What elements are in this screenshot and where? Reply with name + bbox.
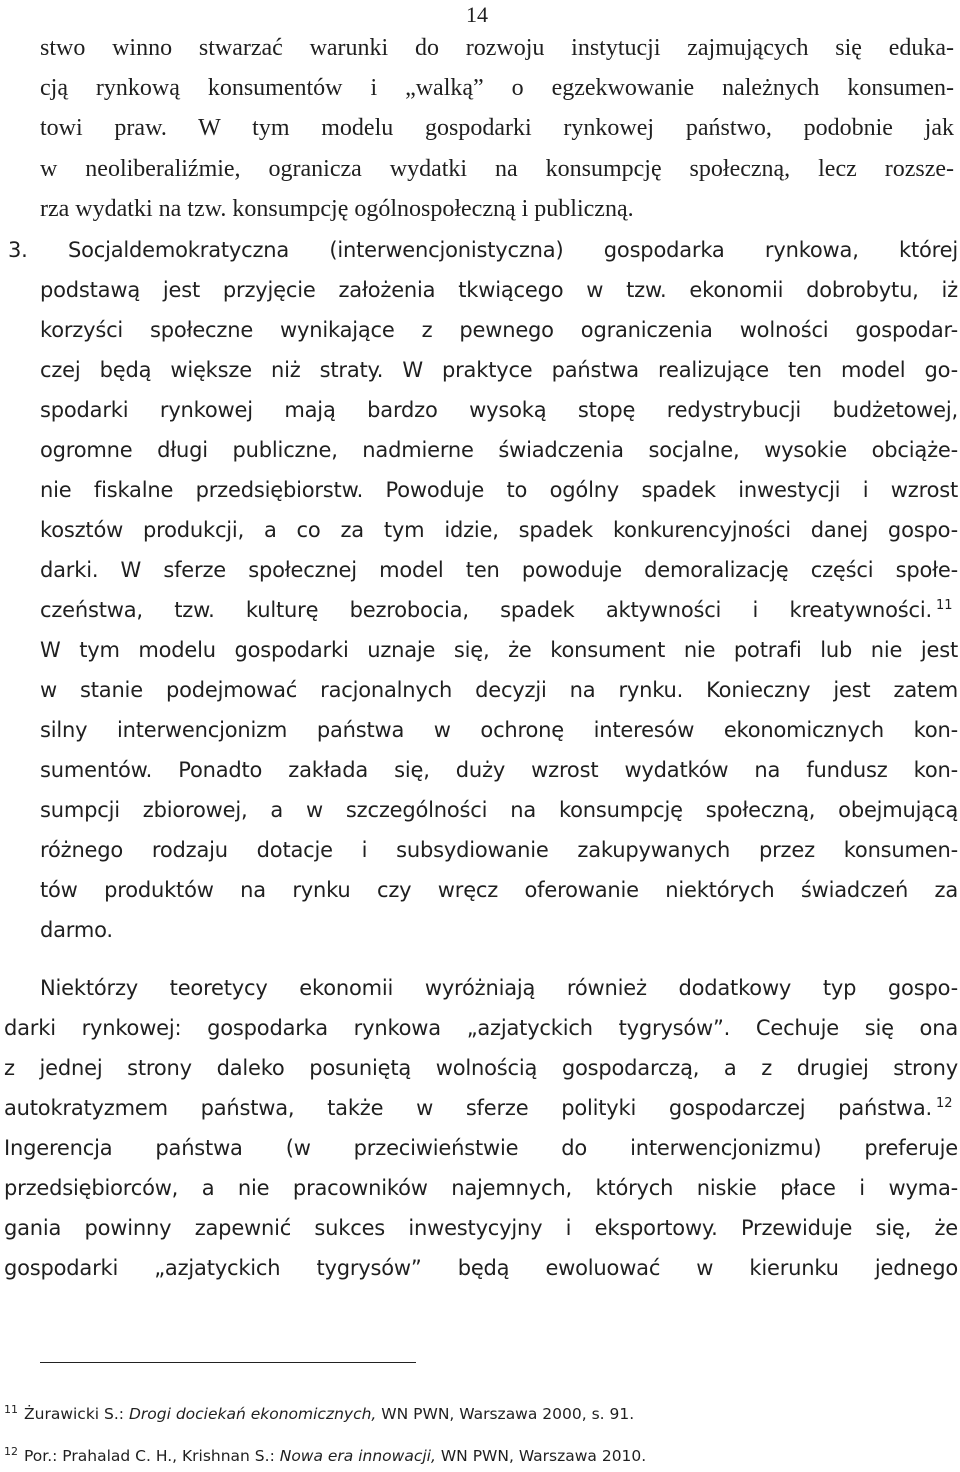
text-line: rza wydatki na tzw. konsumpcję ogólnospołeczną i publiczną. [40,196,634,222]
footnote-publication: WN PWN, Warszawa 2000, s. 91. [376,1405,635,1423]
footnote-author: Por.: Prahalad C. H., Krishnan S.: [24,1447,280,1465]
footnote-reference-11[interactable]: 11 [936,598,953,613]
page-number: 14 [466,2,488,27]
text-line: darki. W sferze społecznej model ten powoduje demoralizację części społe- [40,558,958,582]
text-line: stwo winno stwarzać warunki do rozwoju instytucji zajmujących się eduka- [40,35,954,61]
text-line: autokratyzmem państwa, także w sferze polityki gospodarczej państwa. [4,1096,932,1120]
text-line: kosztów produkcji, a co za tym idzie, spadek konkurencyjności danej gospo- [40,518,958,542]
text-line: Niektórzy teoretycy ekonomii wyróżniają również dodatkowy typ gospo- [40,976,958,1000]
text-line: cją rynkową konsumentów i „walką” o egzekwowanie należnych konsumen- [40,75,954,101]
text-line: Ingerencja państwa (w przeciwieństwie do interwencjonizmu) preferuje [4,1136,958,1160]
footnote-number: 12 [4,1445,18,1458]
text-line: nie fiskalne przedsiębiorstw. Powoduje to ogólny spadek inwestycji i wzrost [40,478,958,502]
text-line-with-ref [40,596,932,624]
footnote-reference-12[interactable]: 12 [936,1096,953,1111]
text-line: czeństwa, tzw. kulturę bezrobocia, spadek aktywności i kreatywności. [40,598,932,622]
text-line: darmo. [40,918,113,942]
text-line: w neoliberaliźmie, ogranicza wydatki na konsumpcję społeczną, lecz rozsze- [40,156,954,182]
text-line: W tym modelu gospodarki uznaje się, że konsument nie potrafi lub nie jest [40,638,958,662]
text-line: silny interwencjonizm państwa w ochronę interesów ekonomicznych kon- [40,718,958,742]
text-line: 3. Socjaldemokratyczna (interwencjonistyczna) gospodarka rynkowa, której [8,238,958,262]
footnote-publication: WN PWN, Warszawa 2010. [435,1447,647,1465]
text-line: spodarki rynkowej mają bardzo wysoką stopę redystrybucji budżetowej, [40,398,958,422]
text-line: towi praw. W tym modelu gospodarki rynkowej państwo, podobnie jak [40,115,954,141]
text-line: sumpcji zbiorowej, a w szczególności na konsumpcję społeczną, obejmującą [40,798,958,822]
text-line: tów produktów na rynku czy wręcz oferowanie niektórych świadczeń za [40,878,958,902]
footnote-title: Drogi dociekań ekonomicznych, [128,1405,377,1423]
footnote-author: Żurawicki S.: [24,1405,129,1423]
footnote-separator [40,1362,416,1363]
text-line: z jednej strony daleko posuniętą wolnością gospodarczą, a z drugiej strony [4,1056,958,1080]
text-line: gania powinny zapewnić sukces inwestycyjny i eksportowy. Przewiduje się, że [4,1216,958,1240]
text-line: czej będą większe niż straty. W praktyce państwa realizujące ten model go- [40,358,958,382]
text-line: darki rynkowej: gospodarka rynkowa „azjatyckich tygrysów”. Cechuje się ona [4,1016,958,1040]
footnote-title: Nowa era innowacji, [279,1447,436,1465]
text-line: przedsiębiorców, a nie pracowników najemnych, których niskie płace i wyma- [4,1176,958,1200]
text-line: różnego rodzaju dotacje i subsydiowanie zakupywanych przez konsumen- [40,838,958,862]
text-line: korzyści społeczne wynikające z pewnego ograniczenia wolności gospodar- [40,318,958,342]
text-line: podstawą jest przyjęcie założenia tkwiącego w tzw. ekonomii dobrobytu, iż [40,278,958,302]
footnote-12 [4,1446,646,1466]
footnote-number: 11 [4,1403,18,1416]
text-line: ogromne długi publiczne, nadmierne świadczenia socjalne, wysokie obciąże- [40,438,958,462]
footnote-11 [4,1404,634,1424]
text-line: sumentów. Ponadto zakłada się, duży wzrost wydatków na fundusz kon- [40,758,958,782]
text-line: gospodarki „azjatyckich tygrysów” będą ewoluować w kierunku jednego [4,1256,958,1280]
text-line: w stanie podejmować racjonalnych decyzji na rynku. Konieczny jest zatem [40,678,958,702]
